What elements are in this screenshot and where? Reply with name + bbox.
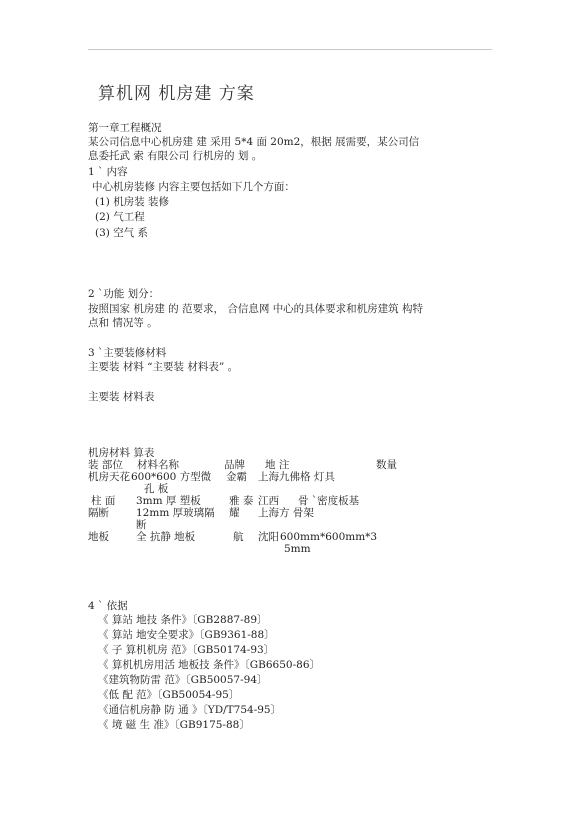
table-cell: 断 xyxy=(136,519,147,531)
chapter-heading: 第一章工程概况 xyxy=(88,122,162,134)
reference-item: 《通信机房静 防 通 》〔YD/T754-95〕 xyxy=(98,704,282,716)
section-1-intro: 中心机房装修 内容主要包括如下几个方面： xyxy=(92,181,295,193)
table-cell: 沈阳 xyxy=(258,531,279,543)
reference-item: 《 算站 地技 条件》〔GB2887-89〕 xyxy=(98,614,268,626)
reference-item: 《 境 磁 生 准》〔GB9175-88〕 xyxy=(98,719,250,731)
reference-item: 《低 配 范》〔GB50054-95〕 xyxy=(98,689,240,701)
section-2-heading: 2 `功能 划分： xyxy=(88,288,160,300)
overview-line-1: 某公司信息中心机房建 建 采用 5*4 面 20m2，根据 展需要，某公司信 xyxy=(88,136,420,148)
table-header-cell: 数量 xyxy=(376,459,397,471)
table-cell: 上海方 骨架 xyxy=(258,507,314,519)
table-cell: 金霸 xyxy=(226,471,247,483)
table-cell: 5mm xyxy=(284,543,311,555)
section-1-item: (3) 空气 系 xyxy=(95,227,149,239)
table-header-cell: 品牌 xyxy=(224,459,245,471)
header-rule xyxy=(88,49,492,50)
table-cell: 江西 xyxy=(258,495,279,507)
section-1-item: (1) 机房装 装修 xyxy=(95,196,170,208)
table-cell: 耀 xyxy=(229,507,240,519)
section-1-item: (2) 气工程 xyxy=(95,211,145,223)
section-3-line-2: 主要装 材料表 xyxy=(88,391,155,403)
table-cell: 骨 `密度板基 xyxy=(298,495,360,507)
reference-item: 《建筑物防雷 范》〔GB50057-94〕 xyxy=(98,674,268,686)
table-cell: 上海九佛格 灯具 xyxy=(258,471,335,483)
section-3-heading: 3 `主要装修材料 xyxy=(88,347,167,359)
reference-item: 《 子 算机机房 范》〔GB50174-93〕 xyxy=(98,644,275,656)
table-cell: 全 抗静 地板 xyxy=(136,531,196,543)
overview-line-2: 息委托武 索 有限公司 行机房的 划 。 xyxy=(88,150,263,162)
table-cell: 600mm*600mm*3 xyxy=(280,531,378,543)
section-2-line-2: 点和 情况等 。 xyxy=(88,317,158,329)
table-caption: 机房材料 算表 xyxy=(88,447,155,459)
reference-item: 《 算站 地安全要求》〔GB9361-88〕 xyxy=(98,629,275,641)
reference-item: 《 算机机房用活 地板技 条件》〔GB6650-86〕 xyxy=(98,659,320,671)
section-3-line-1: 主要装 材料 “主要装 材料表” 。 xyxy=(88,361,239,373)
table-cell: 孔 板 xyxy=(144,483,169,495)
table-cell: 隔断 xyxy=(88,507,109,519)
table-cell: 3mm 厚 塑板 xyxy=(136,495,201,507)
table-cell: 航 xyxy=(233,531,244,543)
table-cell: 600*600 方型微 xyxy=(131,471,212,483)
table-header-cell: 材料名称 xyxy=(137,459,179,471)
table-cell: 柱 面 xyxy=(91,495,116,507)
table-cell: 雅 泰 xyxy=(229,495,254,507)
table-cell: 12mm 厚玻璃隔 xyxy=(136,507,215,519)
table-header-cell: 地 注 xyxy=(265,459,290,471)
section-1-heading: 1 ` 内容 xyxy=(88,166,128,178)
document-title: 算机网 机房建 方案 xyxy=(98,84,255,104)
section-4-heading: 4 ` 依据 xyxy=(88,600,128,612)
section-2-line-1: 按照国家 机房建 的 范要求， 合信息网 中心的具体要求和机房建筑 构特 xyxy=(88,303,424,315)
table-cell: 机房天花 xyxy=(88,471,130,483)
table-cell: 地板 xyxy=(88,531,109,543)
table-header-cell: 装 部位 xyxy=(88,459,123,471)
